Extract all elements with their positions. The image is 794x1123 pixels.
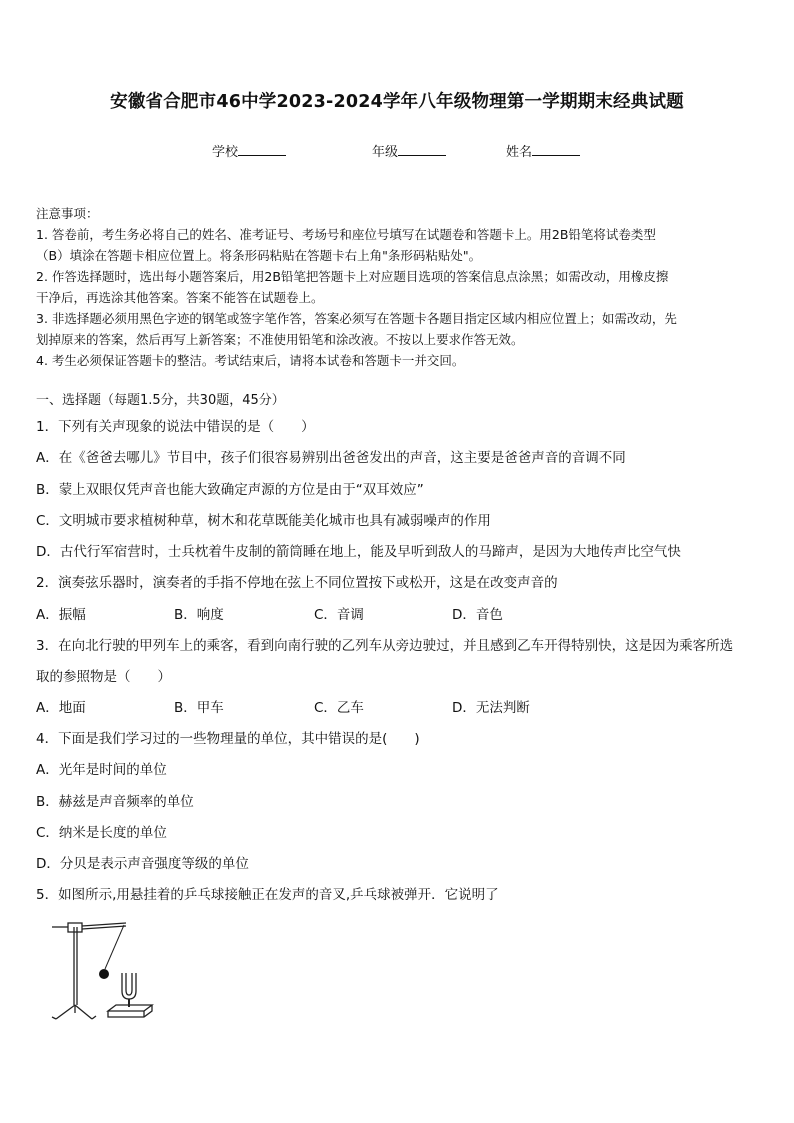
note-line: （B）填涂在答题卡相应位置上。将条形码粘贴在答题卡右上角"条形码粘贴处"。 [36, 248, 482, 263]
note-line: 干净后，再选涂其他答案。答案不能答在试题卷上。 [36, 290, 324, 305]
stand-arm-edge [82, 926, 126, 929]
q4-stem: 4．下面是我们学习过的一些物理量的单位，其中错误的是( ) [36, 731, 420, 747]
ping-pong-ball [99, 969, 109, 979]
exam-title: 安徽省合肥市46中学2023-2024学年八年级物理第一学期期末经典试题 [110, 92, 684, 112]
stand-clamp [68, 923, 82, 932]
name-field [506, 141, 580, 160]
tripod-base [56, 1005, 92, 1019]
q3-option-c: C．乙车 [314, 700, 364, 716]
tuning-fork-figure [48, 913, 158, 1025]
tuning-fork-inner [126, 973, 132, 995]
school-field [212, 141, 286, 160]
q1-stem: 1．下列有关声现象的说法中错误的是（ ） [36, 419, 315, 435]
note-line: 1. 答卷前，考生务必将自己的姓名、准考证号、考场号和座位号填写在试题卷和答题卡上。用2B铅笔将试卷类型 [36, 227, 656, 242]
note-line: 划掉原来的答案，然后再写上新答案；不准使用铅笔和涂改液。不按以上要求作答无效。 [36, 332, 524, 347]
q5-stem: 5．如图所示,用悬挂着的乒乓球接触正在发声的音叉,乒乓球被弹开．它说明了 [36, 887, 499, 903]
note-line: 3. 非选择题必须用黑色字迹的钢笔或签字笔作答，答案必须写在答题卡各题目指定区域内相应位置上；如需改动，先 [36, 311, 677, 326]
suspension-string [105, 925, 124, 969]
stand-arm [82, 923, 126, 926]
q1-option-b: B．蒙上双眼仅凭声音也能大致确定声源的方位是由于“双耳效应” [36, 482, 424, 498]
note-line: 2. 作答选择题时，选出每小题答案后，用2B铅笔把答题卡上对应题目选项的答案信息点涂黑；如需改动，用橡皮擦 [36, 269, 669, 284]
name-label: 姓名 [506, 145, 533, 160]
section-heading: 一、选择题（每题1.5分，共30题，45分） [36, 393, 285, 408]
school-blank [238, 143, 286, 156]
q1-option-d: D．古代行军宿营时，士兵枕着牛皮制的箭筒睡在地上，能及早听到敌人的马蹄声，是因为大地传声比空气快 [36, 544, 681, 560]
q3-stem-line2: 取的参照物是（ ） [36, 669, 171, 685]
exam-notes [36, 203, 758, 371]
q3-option-b: B．甲车 [174, 700, 224, 716]
q4-option-b: B．赫兹是声音频率的单位 [36, 794, 194, 810]
grade-blank [398, 143, 446, 156]
school-label: 学校 [212, 145, 239, 160]
grade-label: 年级 [372, 145, 399, 160]
name-blank [532, 143, 580, 156]
q3-option-d: D．无法判断 [452, 700, 530, 716]
q2-option-b: B．响度 [174, 607, 224, 623]
q2-option-a: A．振幅 [36, 607, 86, 623]
q1-option-c: C．文明城市要求植树种草，树木和花草既能美化城市也具有减弱噪声的作用 [36, 513, 491, 529]
grade-field [372, 141, 446, 160]
q4-option-c: C．纳米是长度的单位 [36, 825, 167, 841]
q1-option-a: A．在《爸爸去哪儿》节目中，孩子们很容易辨别出爸爸发出的声音，这主要是爸爸声音的音调不同 [36, 450, 626, 466]
q2-stem: 2．演奏弦乐器时，演奏者的手指不停地在弦上不同位置按下或松开，这是在改变声音的 [36, 575, 558, 591]
q3-stem-line1: 3．在向北行驶的甲列车上的乘客，看到向南行驶的乙列车从旁边驶过，并且感到乙车开得特别快，这是因为乘客所选 [36, 638, 734, 654]
q2-option-d: D．音色 [452, 607, 503, 623]
q4-option-a: A．光年是时间的单位 [36, 762, 167, 778]
q3-option-a: A．地面 [36, 700, 86, 716]
q4-option-d: D．分贝是表示声音强度等级的单位 [36, 856, 249, 872]
note-line: 4. 考生必须保证答题卡的整洁。考试结束后，请将本试卷和答题卡一并交回。 [36, 353, 465, 368]
q2-option-c: C．音调 [314, 607, 364, 623]
notes-heading: 注意事项： [36, 206, 99, 221]
